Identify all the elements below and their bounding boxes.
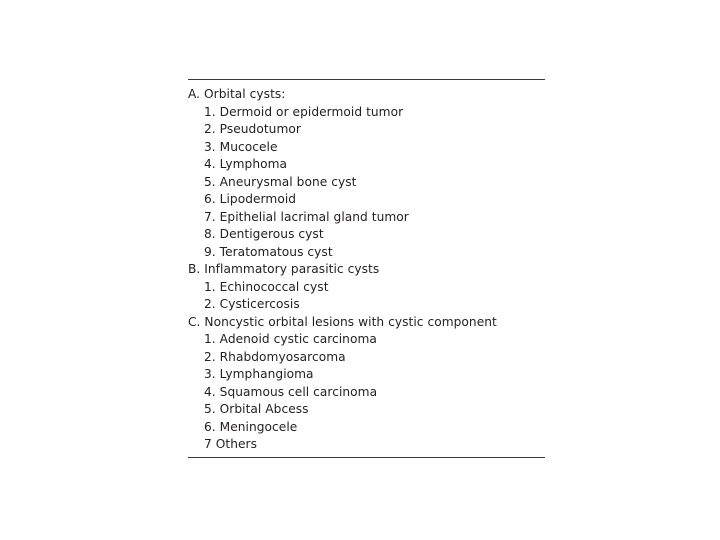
list-item: 5. Orbital Abcess xyxy=(204,402,309,416)
list-item: 6. Meningocele xyxy=(204,419,298,434)
list-item: 1. Dermoid or epidermoid tumor xyxy=(204,104,404,119)
list-item: 2. Cysticercosis xyxy=(204,297,300,311)
section-inflammatory-parasitic-cysts xyxy=(188,261,545,314)
section-heading: A. Orbital cysts: xyxy=(188,87,286,101)
list-item: 4. Squamous cell carcinoma xyxy=(204,384,378,399)
list-item: 8. Dentigerous cyst xyxy=(204,227,324,241)
bottom-rule xyxy=(188,457,545,458)
list-item: 1. Echinococcal cyst xyxy=(204,279,329,294)
list-item: 3. Mucocele xyxy=(204,139,278,154)
section-noncystic-orbital-lesions xyxy=(188,314,545,454)
top-rule xyxy=(188,79,545,80)
list-item: 4. Lymphoma xyxy=(204,157,288,171)
list-item: 1. Adenoid cystic carcinoma xyxy=(204,332,377,346)
list-item: 6. Lipodermoid xyxy=(204,192,297,206)
list-item: 2. Rhabdomyosarcoma xyxy=(204,349,346,364)
list-item: 5. Aneurysmal bone cyst xyxy=(204,174,357,189)
list-item: 9. Teratomatous cyst xyxy=(204,244,333,259)
list-item: 7. Epithelial lacrimal gland tumor xyxy=(204,209,409,224)
list-item: 7 Others xyxy=(204,437,257,451)
list-item: 3. Lymphangioma xyxy=(204,367,314,381)
section-heading: B. Inflammatory parasitic cysts xyxy=(188,262,380,276)
section-orbital-cysts xyxy=(188,86,545,261)
classification-table xyxy=(188,79,545,458)
section-heading: C. Noncystic orbital lesions with cystic component xyxy=(188,314,497,329)
list-item: 2. Pseudotumor xyxy=(204,122,301,136)
